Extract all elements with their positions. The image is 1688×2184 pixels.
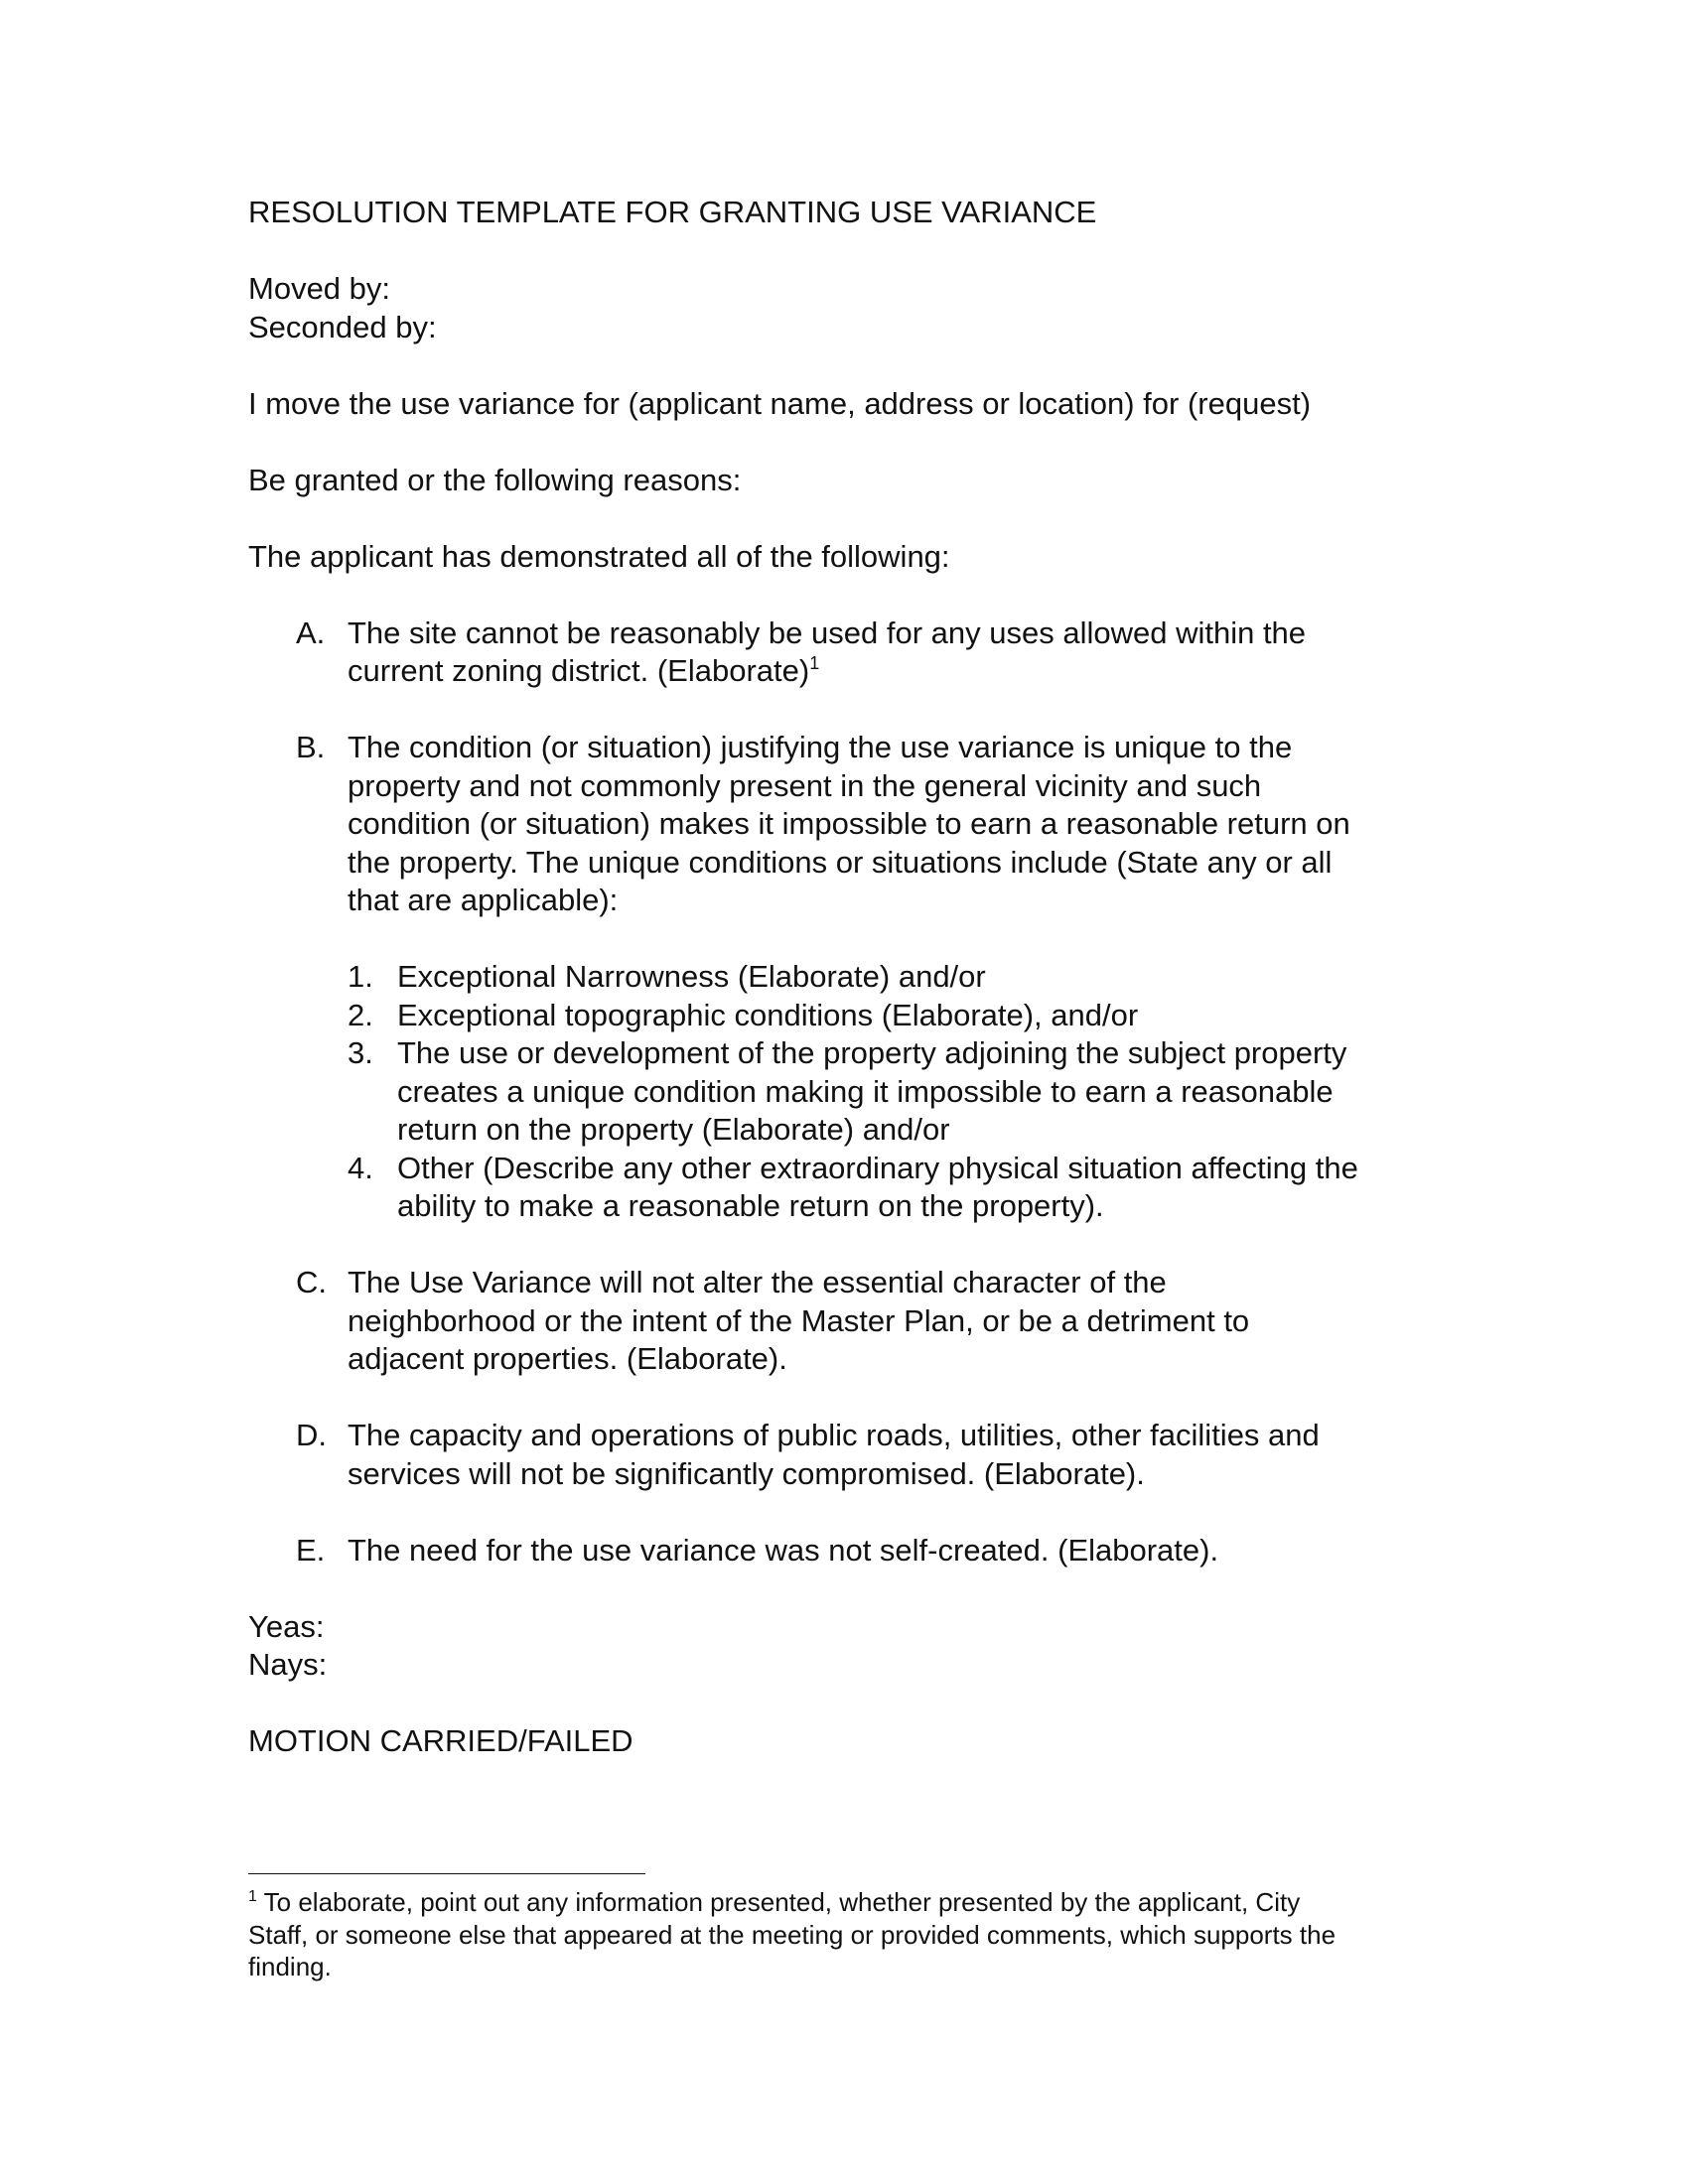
condition-item-3 [348,1034,1440,1150]
footnote-line-2: Staff, or someone else that appeared at the meeting or provided comments, which supports the [248,1919,1336,1950]
condition-line: The use or development of the property adjoining the subject property [397,1035,1347,1070]
yeas-label: Yeas: [248,1608,325,1644]
condition-marker: 4. [348,1150,373,1185]
condition-item-2 [348,997,1440,1035]
finding-line-with-ref [348,652,1440,691]
condition-item-4 [348,1150,1440,1226]
finding-line: The Use Variance will not alter the essential character of the [348,1265,1167,1299]
finding-line: neighborhood or the intent of the Master Plan, or be a detriment to [348,1302,1250,1338]
condition-marker: 1. [348,959,373,994]
finding-line: the property. The unique conditions or situations include (State any or all [348,844,1333,880]
condition-line: Exceptional topographic conditions (Elaborate), and/or [397,997,1139,1032]
condition-line: ability to make a reasonable return on the property). [397,1188,1104,1223]
finding-line: The need for the use variance was not self-created. (Elaborate). [348,1532,1219,1568]
footnote-line-1 [248,1886,1440,1919]
footnote-reference: 1 [809,653,820,673]
condition-line: return on the property (Elaborate) and/or [397,1112,950,1147]
vote-block [248,1608,1440,1685]
finding-line: The condition (or situation) justifying the use variance is unique to the [348,730,1293,764]
finding-c [248,1264,1440,1379]
demonstrated-statement: The applicant has demonstrated all of the following: [248,538,950,574]
seconded-by-label: Seconded by: [248,309,437,344]
unique-conditions-list [348,958,1440,1226]
footnote-separator [248,1873,645,1874]
finding-line: condition (or situation) makes it impossible to earn a reasonable return on [348,806,1350,841]
condition-item-1 [348,958,1440,997]
condition-line: creates a unique condition making it impossible to earn a reasonable [397,1073,1334,1109]
footnote-text: To elaborate, point out any information presented, whether presented by the applicant, City [256,1887,1301,1917]
findings-list [248,614,1440,1570]
footnote-line-3: finding. [248,1952,332,1981]
signatory-block [248,270,1440,346]
footnote-marker: 1 [248,1888,257,1905]
condition-line: Other (Describe any other extraordinary physical situation affecting the [397,1150,1358,1185]
motion-statement: I move the use variance for (applicant name, address or location) for (request) [248,385,1312,421]
finding-a [248,614,1440,691]
footnote [248,1886,1440,1983]
finding-line: property and not commonly present in the general vicinity and such [348,767,1262,803]
finding-b [248,729,1440,1226]
condition-line: Exceptional Narrowness (Elaborate) and/or [397,959,986,994]
document-title: RESOLUTION TEMPLATE FOR GRANTING USE VARIANCE [248,195,1097,229]
finding-marker: A. [296,614,326,650]
finding-line: services will not be significantly compromised. (Elaborate). [348,1455,1145,1491]
finding-marker: E. [296,1532,326,1568]
finding-line: adjacent properties. (Elaborate). [348,1341,787,1376]
finding-line: The site cannot be reasonably be used for any uses allowed within the [348,614,1307,650]
motion-result: MOTION CARRIED/FAILED [248,1723,633,1758]
finding-d [248,1417,1440,1493]
finding-line-text: current zoning district. (Elaborate) [348,653,810,688]
condition-marker: 2. [348,997,373,1032]
finding-e [248,1532,1440,1570]
document-body [248,194,1440,1761]
finding-line: that are applicable): [348,883,619,917]
granted-statement: Be granted or the following reasons: [248,462,742,497]
finding-marker: B. [296,730,326,764]
moved-by-label: Moved by: [248,271,391,306]
finding-line: The capacity and operations of public roads, utilities, other facilities and [348,1418,1320,1452]
finding-marker: C. [296,1265,327,1299]
condition-marker: 3. [348,1035,373,1070]
nays-label: Nays: [248,1647,328,1682]
finding-marker: D. [296,1418,327,1452]
